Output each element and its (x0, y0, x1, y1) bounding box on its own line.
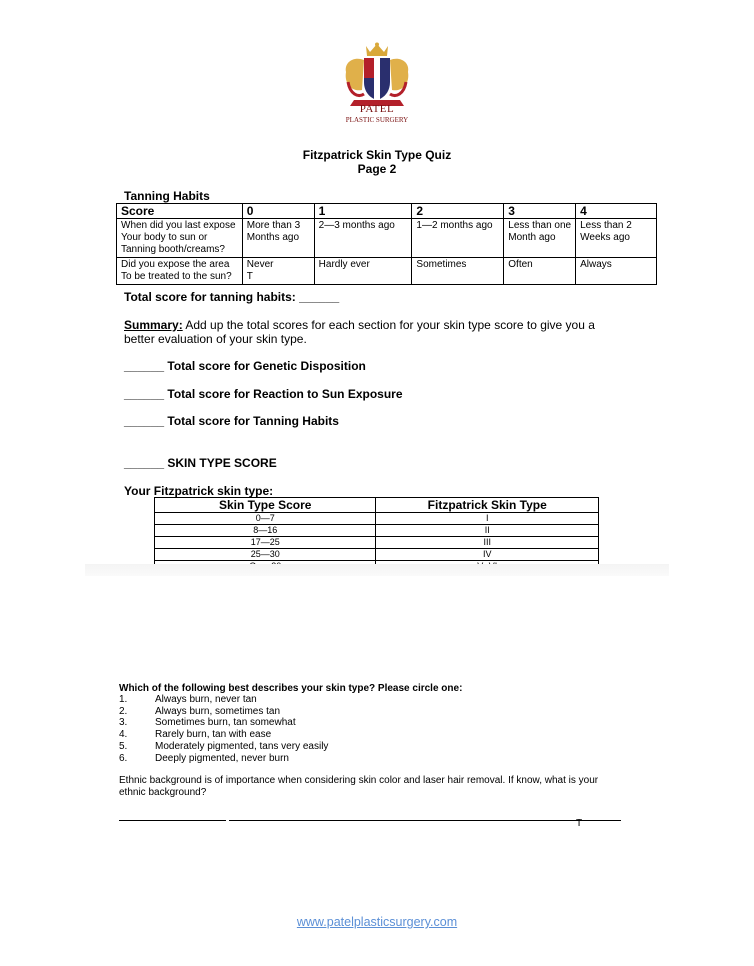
option-text: Moderately pigmented, tans very easily (155, 740, 329, 752)
list-item (119, 694, 519, 706)
answer-line: Often (508, 259, 533, 270)
question-heading: Which of the following best describes your skin type? Please circle one: (119, 683, 463, 694)
total-tanning-score: Total score for tanning habits: ______ (124, 290, 340, 304)
page-title: Fitzpatrick Skin Type Quiz (302, 148, 452, 162)
summary-text-2: better evaluation of your skin type. (124, 332, 307, 346)
option-text: Always burn, never tan (155, 694, 257, 705)
header-cell: Fitzpatrick Skin Type (376, 498, 599, 513)
list-item (119, 717, 519, 729)
list-item (119, 729, 519, 741)
fitz-table (154, 497, 599, 573)
question-line: To be treated to the sun? (121, 271, 232, 282)
summary-paragraph (124, 318, 624, 346)
table-row (155, 513, 599, 525)
option-number: 4. (119, 729, 128, 741)
table-row (117, 258, 657, 285)
answer-line: Month ago (508, 232, 556, 243)
list-item (119, 706, 519, 718)
score-cell: 0—7 (155, 513, 376, 525)
answer-cell (242, 219, 314, 258)
option-text: Deeply pigmented, never burn (155, 752, 289, 764)
total-genetic: ______ Total score for Genetic Disposition (124, 359, 366, 373)
option-text: Always burn, sometimes tan (155, 705, 281, 717)
fitz-header-row (155, 498, 599, 513)
header-cell: Skin Type Score (155, 498, 376, 513)
answer-cell (576, 219, 657, 258)
score-cell: 17—25 (155, 537, 376, 549)
logo-wordmark: PATEL (359, 103, 395, 115)
score-cell: 25—30 (155, 549, 376, 561)
answer-cell (504, 258, 576, 285)
header-cell: 1 (314, 204, 412, 219)
table-row (155, 525, 599, 537)
fitz-heading: Your Fitzpatrick skin type: (124, 484, 274, 498)
answer-line: 2—3 months ago (318, 220, 395, 231)
summary-text: Add up the total scores for each section for your skin type score to give you a (182, 318, 595, 332)
option-text: Rarely burn, tan with ease (155, 729, 272, 741)
answer-line: 1—2 months ago (416, 220, 493, 231)
option-number: 5. (119, 740, 128, 752)
answer-line: Sometimes (416, 259, 467, 270)
tanning-header-row (117, 204, 657, 219)
website-link[interactable]: www.patelplasticsurgery.com (296, 915, 458, 929)
answer-cell (242, 258, 314, 285)
question-cell (117, 219, 243, 258)
table-row (117, 219, 657, 258)
table-row (155, 549, 599, 561)
question-line: Your body to sun or (121, 232, 208, 243)
score-cell: 8—16 (155, 525, 376, 537)
header-cell: 3 (504, 204, 576, 219)
header-cell: 0 (242, 204, 314, 219)
option-text: Sometimes burn, tan somewhat (155, 717, 296, 729)
answer-line: T (246, 271, 253, 282)
answer-cell (412, 219, 504, 258)
options-list (119, 694, 519, 764)
answer-line: Always (580, 259, 612, 270)
type-cell: IV (376, 549, 599, 561)
option-number: 6. (119, 752, 128, 764)
answer-line: More than 3 (246, 220, 301, 231)
list-item (119, 741, 519, 753)
type-cell: II (376, 525, 599, 537)
total-reaction: ______ Total score for Reaction to Sun Exposure (124, 387, 403, 401)
answer-cell (576, 258, 657, 285)
answer-line: Hardly ever (318, 259, 370, 270)
question-cell (117, 258, 243, 285)
type-cell: III (376, 537, 599, 549)
answer-cell (504, 219, 576, 258)
scan-fade-band (85, 564, 669, 576)
header-cell: Score (117, 204, 243, 219)
question-line: Tanning booth/creams? (121, 244, 225, 255)
answer-line: Months ago (246, 232, 300, 243)
text-cursor: T (576, 818, 583, 829)
answer-cell (412, 258, 504, 285)
question-line: When did you last expose (121, 220, 236, 231)
skin-type-score: ______ SKIN TYPE SCORE (124, 456, 277, 470)
question-line: Did you expose the area (121, 259, 230, 270)
tanning-table (116, 203, 657, 285)
answer-line: Less than 2 (580, 220, 632, 231)
table-row (155, 537, 599, 549)
tanning-heading: Tanning Habits (124, 189, 210, 203)
ethnic-text-2: ethnic background? (119, 786, 207, 798)
list-item (119, 753, 519, 765)
total-tanning: ______ Total score for Tanning Habits (124, 414, 339, 428)
header-cell: 4 (576, 204, 657, 219)
answer-cell (314, 219, 412, 258)
ethnic-paragraph (119, 775, 639, 798)
answer-cell (314, 258, 412, 285)
header-cell: 2 (412, 204, 504, 219)
page-subtitle: Page 2 (357, 162, 397, 176)
option-number: 3. (119, 717, 128, 729)
logo-tagline: PLASTIC SURGERY (345, 116, 409, 124)
answer-line-short[interactable] (119, 820, 226, 821)
summary-label: Summary: (124, 318, 183, 332)
option-number: 2. (119, 705, 128, 717)
type-cell: I (376, 513, 599, 525)
answer-line: Weeks ago (580, 232, 630, 243)
ethnic-text: Ethnic background is of importance when considering skin color and laser hair removal. If know, what is your (119, 775, 599, 786)
answer-line: Less than one (508, 220, 572, 231)
option-number: 1. (119, 694, 128, 705)
answer-line-long[interactable] (229, 820, 621, 821)
answer-line: Never (246, 259, 274, 270)
